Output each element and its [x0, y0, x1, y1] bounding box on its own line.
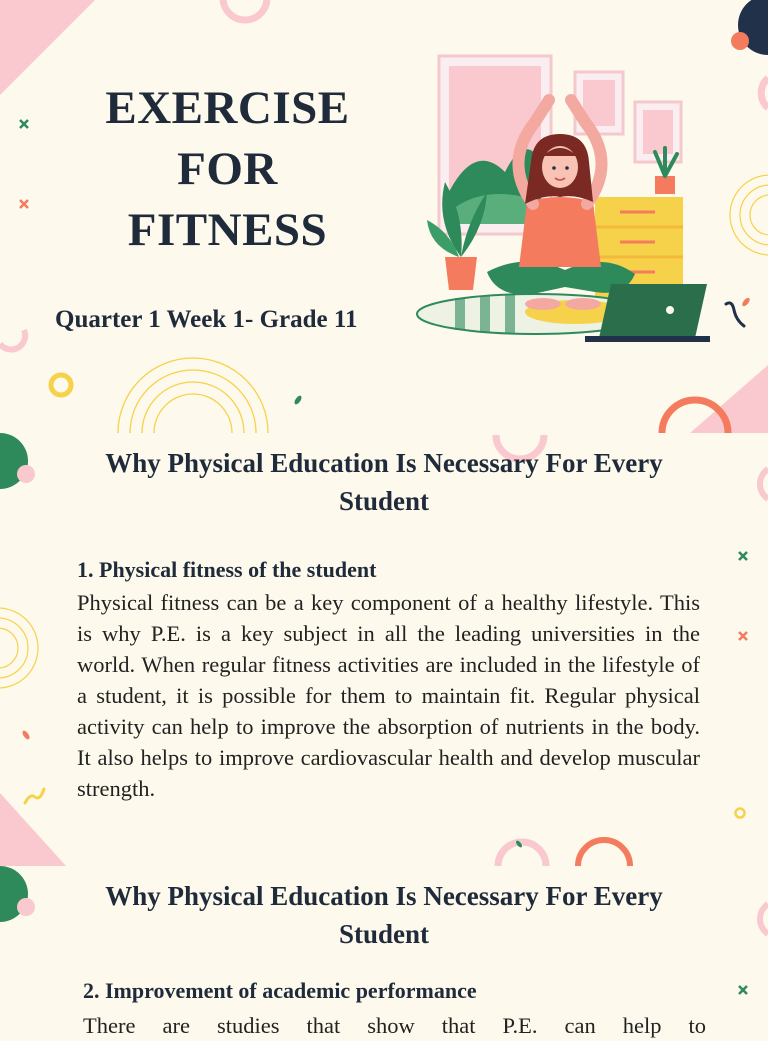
left-blob-decoration [0, 433, 45, 493]
leaf-decoration [514, 839, 524, 849]
concentric-arcs-decoration [108, 355, 278, 435]
right-pink-arc-decoration [738, 898, 768, 938]
cross-decoration-icon [736, 549, 750, 563]
cross-decoration-icon [17, 117, 31, 131]
top-ring-decoration [215, 0, 275, 28]
left-blob-decoration [0, 866, 45, 926]
title-slide [0, 0, 768, 433]
cross-decoration-icon [17, 197, 31, 211]
ring-decoration-icon [732, 805, 748, 821]
section-paragraph: Physical fitness can be a key component of a healthy lifestyle. This is why P.E. is a key subject in all the leading universities in the world. When regular fitness activities are included in the lifestyle of a student, it is possible for them to maintain fit. Regular physical activity can help to improve the absorption of nutrients in the body. It also helps to improve cardiovascular health and develop muscular strength. [77, 590, 700, 801]
presentation-title [60, 78, 395, 261]
bottom-left-triangle-decoration [0, 793, 70, 866]
title-line: FITNESS [127, 204, 328, 256]
slide-heading: Why Physical Education Is Necessary For Every Student [105, 448, 663, 516]
right-concentric-arcs-decoration [725, 170, 768, 260]
content-slide-1 [0, 433, 768, 866]
cross-decoration-icon [736, 983, 750, 997]
leaf-decoration [20, 729, 32, 741]
section-subheading: 2. Improvement of academic performance [83, 978, 477, 1003]
right-pink-arc-decoration [735, 70, 768, 110]
left-concentric-arcs-decoration [0, 598, 42, 698]
cross-decoration-icon [736, 629, 750, 643]
bottom-right-decoration [650, 365, 768, 433]
slide-heading: Why Physical Education Is Necessary For Every Student [105, 881, 663, 949]
right-pink-arc-decoration [738, 463, 768, 503]
yoga-woman-illustration [415, 52, 720, 347]
squiggle-decoration-icon [722, 296, 752, 336]
presentation-subtitle: Quarter 1 Week 1- Grade 11 [55, 306, 358, 333]
left-pink-arc-decoration [0, 322, 28, 352]
section-subheading: 1. Physical fitness of the student [77, 557, 377, 582]
top-right-blob-decoration [728, 0, 768, 60]
title-line: FOR [177, 143, 278, 195]
leaf-decoration [292, 394, 304, 406]
section-paragraph: There are studies that show that P.E. can help to [83, 1013, 706, 1038]
bottom-coral-arc-decoration [572, 836, 636, 866]
content-slide-2 [0, 866, 768, 1038]
ring-decoration-icon [46, 370, 76, 400]
title-line: EXERCISE [105, 82, 350, 134]
